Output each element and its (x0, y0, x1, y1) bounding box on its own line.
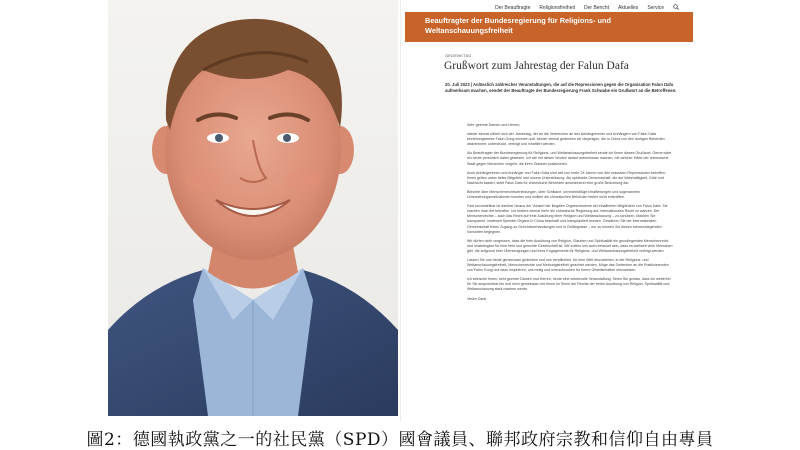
article-lead: 20. Juli 2023 | Anlässlich zahlreicher Veranstaltungen, die auf die Repressionen gegen die Organisation Falun Dafa aufmerksam machen, sendet der Beauftragte der Bundesregierung Frank Schwabe ein Grußwort an die Betroffenen. (445, 82, 677, 93)
article-paragraph: Als Beauftragter der Bundesregierung für Religions- und Weltanschauungsfreiheit sende ich Ihnen dieses Grußwort. Gerne wäre ich heute persönlich dabei gewesen. Ich will mit diesen Worten darauf aufmerksam machen, mit welcher Härte der chinesische Staat gegen Menschen vorgeht, die ihren Glauben praktizieren. (467, 151, 672, 166)
article-paragraph: Wir dürfen nicht vergessen, dass die freie Ausübung von Religion, Glauben und Spiritualität ein grundlegendes Menschenrecht und unabdingbar für eine freie und gerechte Gesellschaft ist. Wir sollten uns auch bewusst sein, dass es weltweit viele Menschen gibt, die aufgrund ihrer Überzeugungen und ihres Engagements für Religions- und Weltanschauungsfreiheit verfolgt werden. (467, 238, 673, 253)
article-paragraph: Lassen Sie uns heute gemeinsam gedenken und uns verpflichten, für eine Welt einzustehen, in der Religions- und Weltanschauungsfreiheit, Menschenrechte und Meinungsfreiheit geachtet werden. Möge das Gedenken an die Praktizierenden von Falun Gong uns dazu inspirieren, uns mutig und unerschrocken für Ihrere Gesellschaften einzusetzen. (467, 257, 669, 273)
article-paragraph: Fast unvorstellbar ist darüber hinaus der Vorwurf der illegalen Organentnahme bei inhaftierten Mitgliedern von Falun Dafa. Sie machen mich tief betroffen. Ich fordere einmal mehr die chinesische Regierung auf, internationales Recht zu wahren. Der Menschenrechte – auch das Recht auf freie Ausübung einer Religion und Weltanschauung – zu schützen. Machen Sie transparent, inwieweit Spender-Organe in China beschafft und transplantiert wurden. Gewähren Sie der internationalen Gemeinschaft freien Zugang zu Gerichtsverhandlungen und in Gefängnisse – nur so können Sie diesen schwerwiegenden Vorwürfen begegnen. (467, 204, 668, 234)
article-paragraph: Auch Anhängerinnen und Anhänger von Falun Dafa sind seit nun mehr 24 Jahren von den massiven Repressionen betroffen. Ihnen gelten unser tiefes Mitgefühl und unsere Unterstützung. Als spirituelle Gemeinschaft, die auf Wahrhaftigkeit, Güte und Nachsicht basiert, stellt Falun Dafa für chinesische Behörden anscheinend eine große Bedrohung dar. (467, 170, 666, 185)
figure-caption: 圖2：德國執政黨之一的社民黨（SPD）國會議員、聯邦政府宗教和信仰自由專員 (86, 430, 714, 450)
nav-item-religionsfreiheit[interactable]: Religionsfreiheit (539, 5, 575, 11)
article-kicker: GEDENKTAG (445, 53, 472, 58)
article-headline: Grußwort zum Jahrestag der Falun Dafa (444, 60, 629, 72)
nav-item-beauftragte[interactable]: Der Beauftragte (495, 5, 531, 11)
article-paragraph: Ich wünsche Ihnen, sehr geehrte Damen und Herren, heute eine würdevolle Veranstaltung. Seien Sie gewiss, dass ich weiterhin für Sie ansprechbar bin und mich gemeinsam mit Ihnen im Sinne der Rechte der freien Ausübung von Religion, Spiritualität und Weltanschauung stark machen werde. (467, 277, 671, 292)
banner-title: Beauftragter der Bundesregierung für Religions- und Weltanschauungsfreiheit (425, 16, 612, 35)
article-paragraph: Sehr geehrte Damen und Herren, (467, 123, 521, 127)
website-screenshot (400, 0, 697, 422)
site-banner (405, 12, 693, 42)
nav-item-service[interactable]: Service (647, 5, 664, 11)
search-icon[interactable] (673, 4, 679, 12)
nav-item-bericht[interactable]: Der Bericht (584, 5, 610, 11)
nav-item-aktuelles[interactable]: Aktuelles (618, 5, 639, 11)
portrait-illustration (108, 0, 398, 416)
article-signoff: Vielen Dank (467, 296, 487, 301)
top-navigation (495, 4, 679, 12)
article-paragraph: wieder einmal nähert sich der Jahrestag, der an die Verbrechen an den Anhängerinnen und Anhängern von Falun Dafa beziehungsweise Falun Gong erinnern soll, wieder einmal gedenken wir derjenigen, die in China von den dortigen Behörden diskriminiert, unterdrückt, verfolgt und inhaftiert werden. (467, 132, 665, 147)
article-body (467, 123, 673, 306)
article-paragraph: Berichte über Menschenrechtsverletzungen, über Schikane, unrechtmäßige Inhaftierungen und sogenannten Umerziehungsmaßnahmen konnten und wollten die chinesischen Behörden bisher nicht entkräften. (467, 189, 641, 200)
portrait-photo (108, 0, 398, 416)
